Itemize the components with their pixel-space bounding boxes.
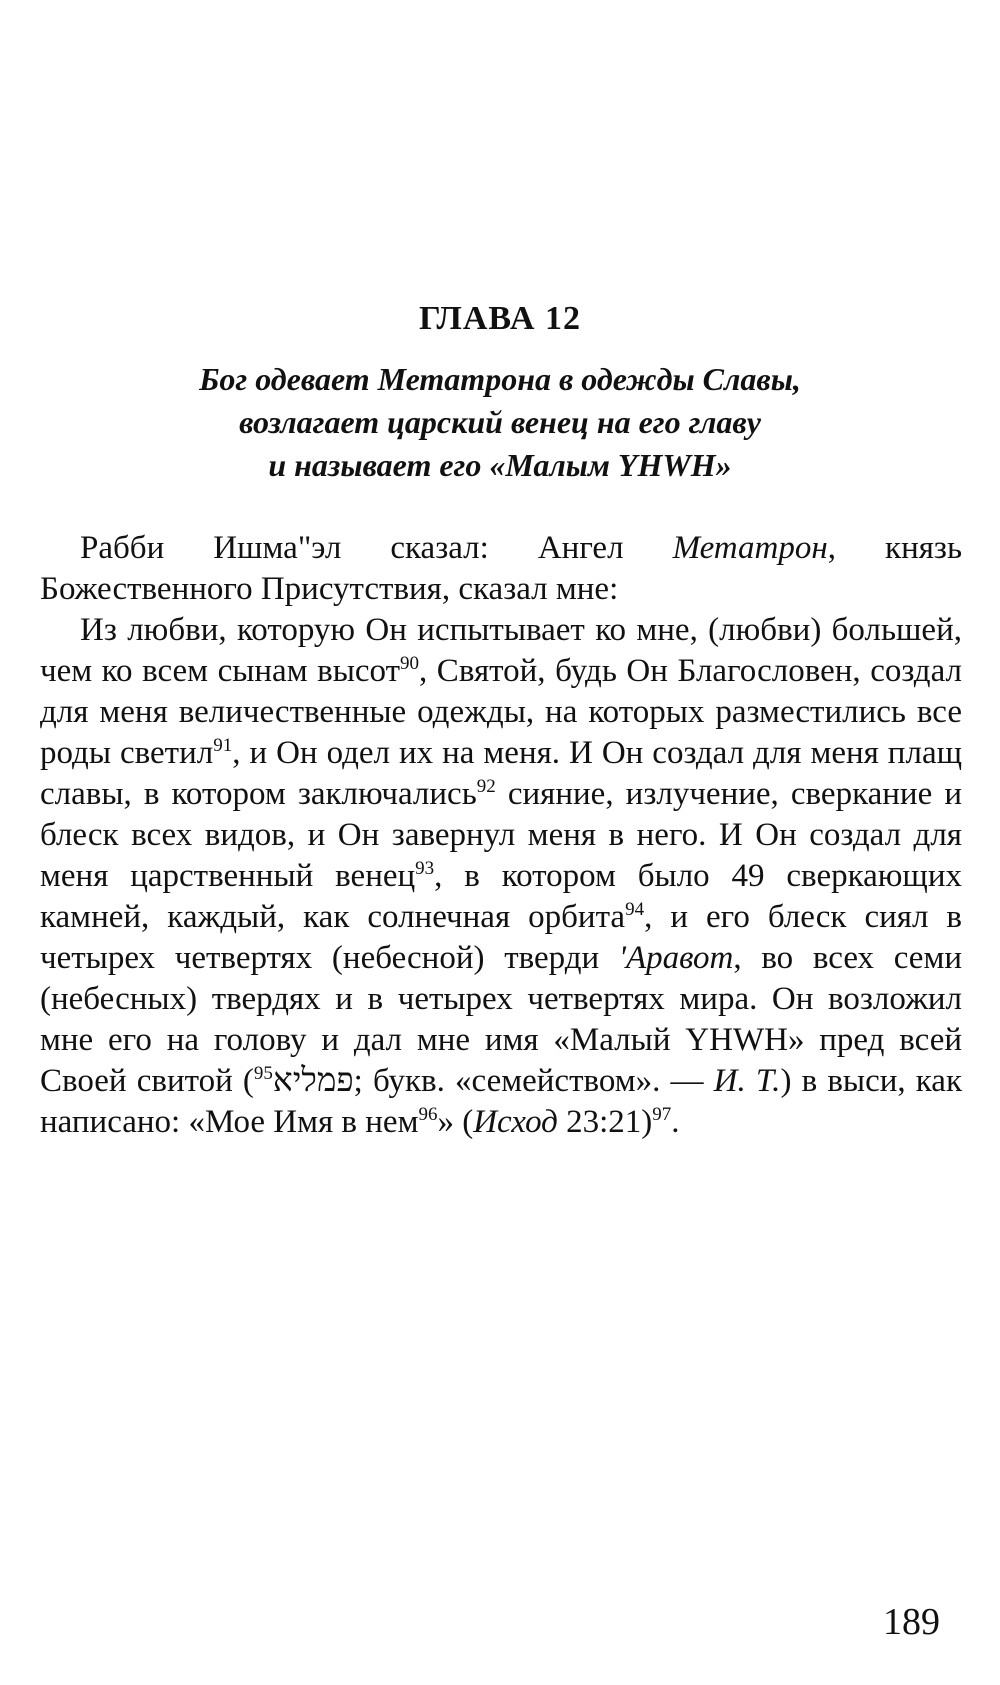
footnote-ref: 95 [253, 1063, 273, 1084]
text-run: сияние, излучение, сверкание и блеск всех видов, и Он завернул меня в него. И Он создал для меня царственный венец [40, 776, 962, 894]
hebrew-word: פמליא [272, 1063, 354, 1099]
italic-book-title: Исход [473, 1104, 558, 1140]
paragraph-intro [40, 528, 962, 610]
text-run: , Святой, будь Он Благословен, создал для меня величественные одежды, на которых разместились все роды светил [40, 653, 962, 771]
text-run: , и Он одел их на меня. И Он создал для меня плащ славы, в котором заключались [40, 735, 962, 812]
text-run: Рабби Ишма"эл сказал: Ангел [80, 530, 673, 566]
text-run: , князь Божественного Присутствия, сказал мне: [40, 530, 962, 607]
text-run: ; букв. «семейством». — [353, 1063, 714, 1099]
text-run: 23:21) [557, 1104, 653, 1140]
text-run: ) в выси, как написано: «Мое Имя в нем [40, 1063, 962, 1140]
footnote-ref: 97 [652, 1104, 672, 1125]
chapter-subtitle-line: и называет его «Малым YHWH» [268, 447, 732, 483]
italic-name: 'Аравот [618, 940, 734, 976]
paragraph-main [40, 610, 962, 1143]
footnote-ref: 91 [213, 735, 233, 756]
text-run: , и его блеск сиял в четырех четвертях (небесной) тверди [40, 899, 963, 976]
footnote-ref: 90 [400, 653, 420, 674]
text-run: Из любви, которую Он испытывает ко мне, (любви) большей, чем ко всем сынам высот [40, 612, 962, 689]
text-run: , в котором было 49 сверкающих камней, каждый, как солнечная орбита [40, 858, 963, 935]
text-run: , во всех семи (небесных) твердях и в четырех четвертях мира. Он возложил мне его на голову и дал мне имя «Малый YHWH» пред всей Своей свитой ( [40, 940, 962, 1099]
chapter-subtitle-line: Бог одевает Метатрона в одежды Славы, [199, 361, 801, 397]
footnote-ref: 92 [476, 776, 496, 797]
italic-initials: И. Т. [713, 1063, 781, 1099]
page-number: 189 [883, 1601, 940, 1643]
text-run: » ( [437, 1104, 474, 1140]
footnote-ref: 96 [418, 1104, 438, 1125]
italic-name: Метатрон [672, 530, 828, 566]
footnote-ref: 93 [415, 858, 435, 879]
chapter-subtitle [100, 358, 900, 487]
footnote-ref: 94 [625, 899, 645, 920]
chapter-heading: ГЛАВА 12 [419, 300, 581, 337]
chapter-body [40, 528, 962, 1143]
text-run: . [671, 1104, 680, 1140]
chapter-subtitle-line: возлагает царский венец на его главу [239, 404, 761, 440]
